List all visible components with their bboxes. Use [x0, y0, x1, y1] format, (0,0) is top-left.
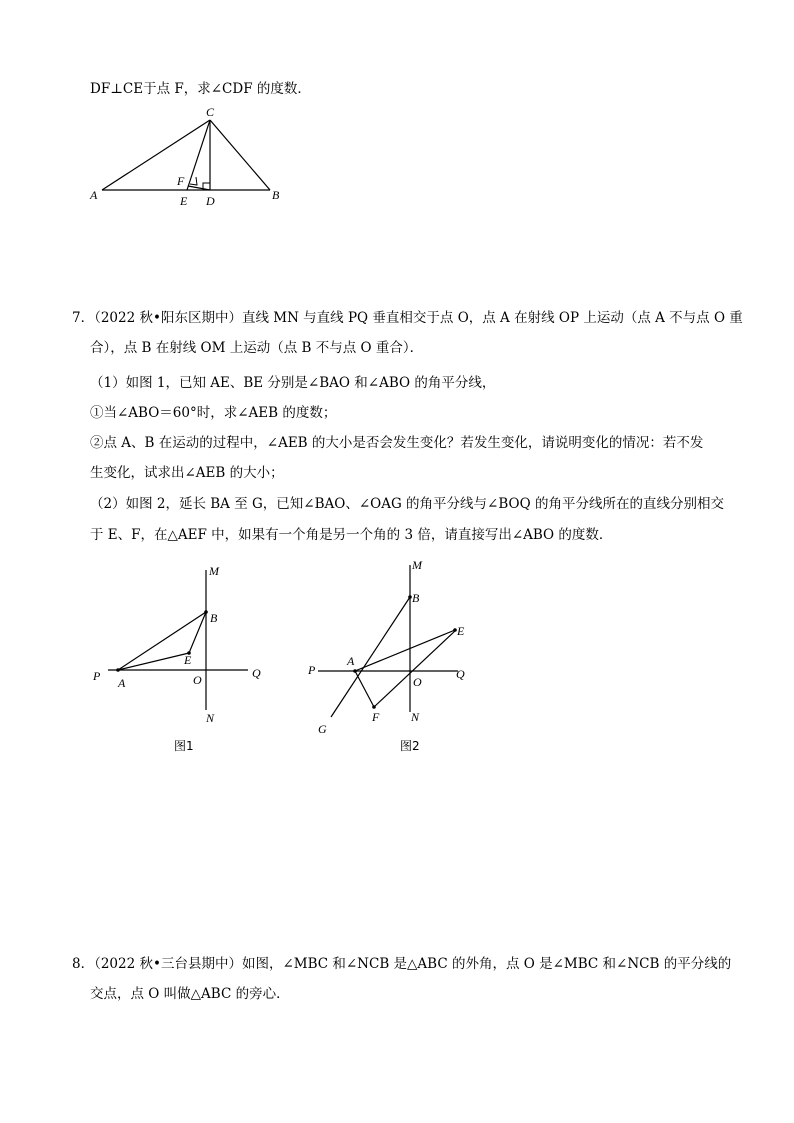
q7-line5: ②点 A、B 在运动的过程中，∠AEB 的大小是否会发生变化？若发生变化，请说明变化的情况：若不发: [90, 435, 704, 451]
fig2-label-q: Q: [456, 667, 465, 681]
label-a: A: [90, 188, 98, 202]
q7-line3: （1）如图 1，已知 AE、BE 分别是∠BAO 和∠ABO 的角平分线，: [90, 375, 496, 391]
fig1-label-e: E: [184, 653, 192, 667]
q7-line2: 合），点 B 在射线 OM 上运动（点 B 不与点 O 重合）．: [90, 340, 424, 356]
fig1-label-m: M: [209, 564, 219, 578]
q7-line6: 生变化，试求出∠AEB 的大小；: [90, 465, 284, 481]
q7-figure-1: [88, 560, 278, 760]
fig2-label-a: A: [347, 654, 355, 668]
q8-line1: 8．（2022 秋•三台县期中）如图，∠MBC 和∠NCB 是△ABC 的外角，点 O 是∠MBC 和∠NCB 的平分线的: [72, 956, 732, 972]
label-d: D: [206, 194, 215, 205]
q7-line1: 7．（2022 秋•阳东区期中）直线 MN 与直线 PQ 垂直相交于点 O，点 A 在射线 OP 上运动（点 A 不与点 O 重: [72, 310, 743, 326]
fig2-label-n: N: [411, 710, 420, 724]
q7-figure-2: [298, 557, 488, 757]
q7-line8: 于 E、F，在△AEF 中，如果有一个角是另一个角的 3 倍，请直接写出∠ABO 的度数．: [90, 527, 613, 543]
label-b: B: [272, 188, 280, 202]
q6-triangle-figure: [88, 105, 308, 205]
fig1-label-b: B: [210, 611, 218, 625]
fig2-label-m: M: [412, 558, 422, 572]
fig2-label-e: E: [457, 624, 465, 638]
fig1-label-o: O: [193, 673, 202, 687]
fig2-label-g: G: [318, 722, 327, 736]
q6-tail-text: DF⊥CE于点 F，求∠CDF 的度数．: [90, 81, 311, 97]
fig1-label-q: Q: [252, 666, 261, 680]
fig1-label-p: P: [93, 669, 101, 683]
fig2-label-b: B: [412, 591, 420, 605]
q7-line4: ①当∠ABO＝60°时，求∠AEB 的度数；: [90, 405, 337, 421]
fig1-caption: 图1: [174, 739, 194, 753]
fig2-caption: 图2: [400, 739, 420, 753]
label-f: F: [177, 174, 185, 188]
label-c: C: [206, 105, 215, 119]
label-e: E: [180, 194, 188, 205]
q8-line2: 交点，点 O 叫做△ABC 的旁心．: [90, 986, 290, 1002]
fig2-label-f: F: [372, 710, 380, 724]
fig2-label-o: O: [413, 675, 422, 689]
fig1-label-a: A: [118, 676, 126, 690]
fig2-label-p: P: [308, 663, 316, 677]
q7-line7: （2）如图 2，延长 BA 至 G，已知∠BAO、∠OAG 的角平分线与∠BOQ 的角平分线所在的直线分别相交: [90, 496, 724, 512]
fig1-label-n: N: [206, 711, 215, 725]
